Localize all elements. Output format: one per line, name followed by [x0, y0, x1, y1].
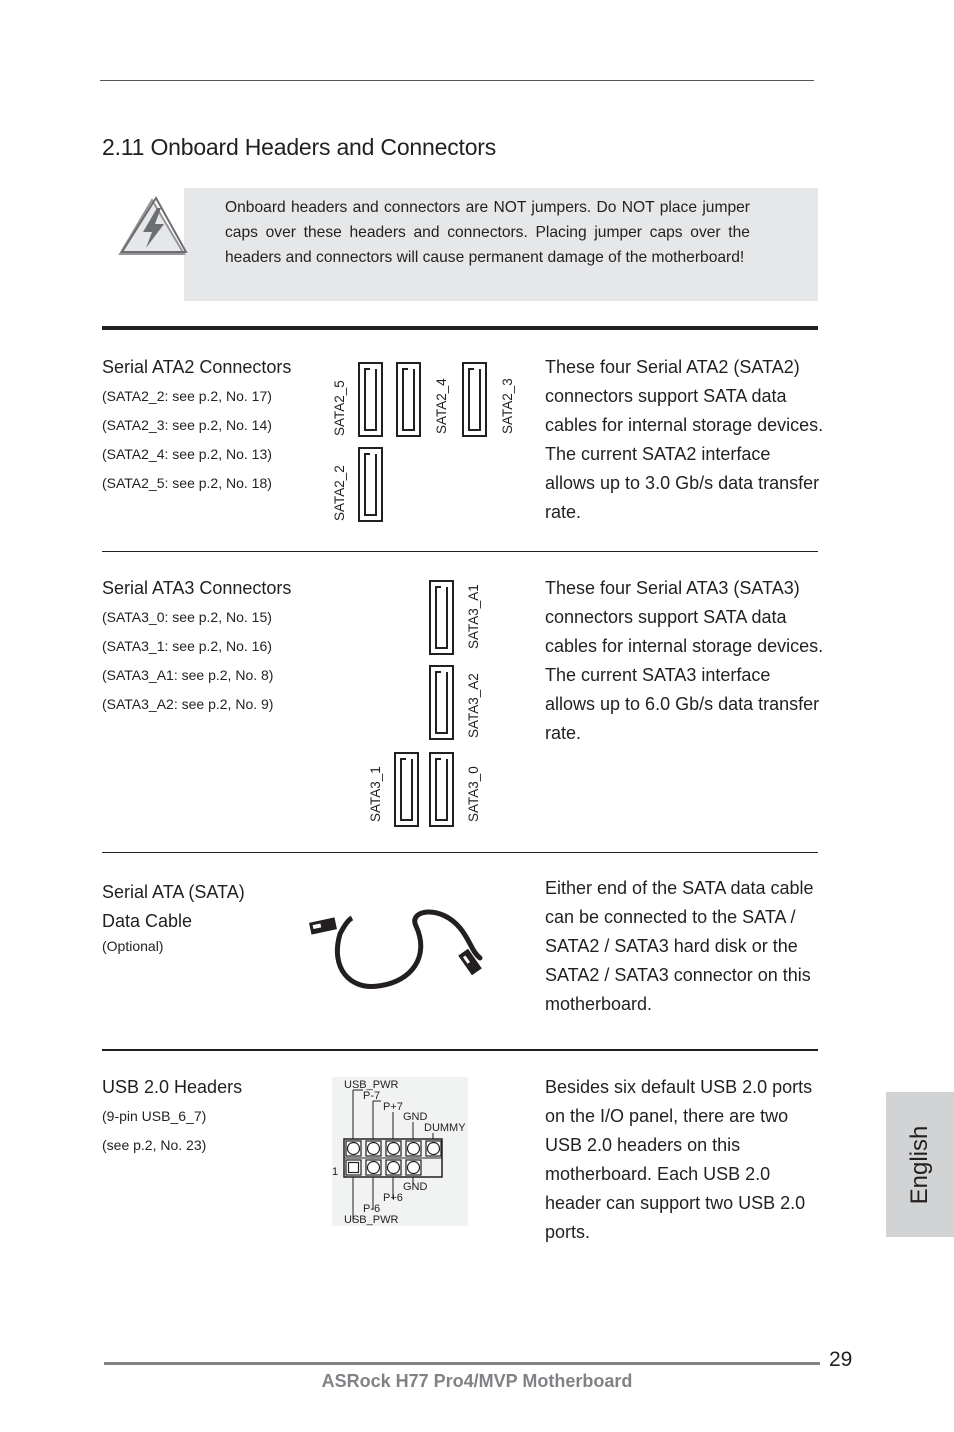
sata3-refs [102, 603, 273, 719]
usb-ref-2: (see p.2, No. 23) [102, 1137, 207, 1153]
warning-icon [116, 194, 188, 258]
sata3-title: Serial ATA3 Connectors [102, 578, 292, 598]
pin-label-p-minus-6: P-6 [363, 1203, 381, 1215]
sata3-ref-1: (SATA3_0: see p.2, No. 15) [102, 609, 272, 625]
cable-title-line1: Serial ATA (SATA) [102, 882, 245, 902]
sata2-diagram [328, 358, 528, 526]
section-divider [102, 1049, 818, 1051]
sata2-refs [102, 382, 272, 498]
language-tab-label: English [906, 1125, 933, 1204]
sata2-description: These four Serial ATA2 (SATA2) connectors support SATA data cables for internal storage devices. The current SATA2 interface allows up to 3.0 Gb/s data transfer rate. [545, 357, 824, 522]
sata3-0-connector [430, 753, 453, 826]
pin-label-usb-pwr-top: USB_PWR [344, 1079, 399, 1091]
sata2-ref-4: (SATA2_5: see p.2, No. 18) [102, 475, 272, 491]
pin-label-p-plus-7: P+7 [383, 1101, 403, 1113]
pin-label-1: 1 [332, 1166, 339, 1178]
footer-text: ASRock H77 Pro4/MVP Motherboard [321, 1371, 633, 1391]
page-number: 29 [829, 1348, 853, 1371]
label-sata3-a1: SATA3_A1 [466, 584, 481, 649]
sata3-ref-4: (SATA3_A2: see p.2, No. 9) [102, 696, 274, 712]
sata3-description: These four Serial ATA3 (SATA3) connectors support SATA data cables for internal storage devices. The current SATA3 interface allows up to 6.0 Gb/s data transfer rate. [545, 578, 824, 743]
label-sata2-2: SATA2_2 [332, 465, 347, 521]
pin-label-dummy: DUMMY [424, 1122, 466, 1134]
sata2-ref-1: (SATA2_2: see p.2, No. 17) [102, 388, 272, 404]
usb-description: Besides six default USB 2.0 ports on the I/O panel, there are two USB 2.0 headers on this motherboard. Each USB 2.0 header can support two USB 2.0 ports. [545, 1077, 813, 1242]
sata2-middle-connector [397, 363, 420, 436]
sata3-ref-3: (SATA3_A1: see p.2, No. 8) [102, 667, 274, 683]
label-sata2-4: SATA2_4 [434, 378, 449, 434]
label-sata2-5: SATA2_5 [332, 380, 347, 436]
sata2-ref-3: (SATA2_4: see p.2, No. 13) [102, 446, 272, 462]
language-tab [886, 1092, 954, 1237]
sata2-2-connector [359, 448, 382, 521]
sata3-a2-connector [430, 666, 453, 739]
footer-rule [104, 1362, 820, 1365]
label-sata3-0: SATA3_0 [466, 766, 481, 822]
top-rule [100, 80, 814, 81]
pin-label-gnd-bottom: GND [403, 1181, 428, 1193]
usb-ref-1: (9-pin USB_6_7) [102, 1108, 207, 1124]
pin-label-p-plus-6: P+6 [383, 1192, 403, 1204]
cable-title [102, 878, 245, 936]
sata-cable-image [300, 898, 500, 998]
cable-title-line2: Data Cable [102, 911, 193, 931]
sata3-1-connector [395, 753, 418, 826]
pin-label-p-minus-7: P-7 [363, 1090, 381, 1102]
section-divider [102, 551, 818, 552]
usb-refs [102, 1102, 206, 1160]
sata3-diagram [362, 576, 522, 832]
cable-optional: (Optional) [102, 938, 164, 954]
warning-text: Onboard headers and connectors are NOT jumpers. Do NOT place jumper caps over these headers and connectors. Placing jumper caps over the headers and connectors will cause permanent damage of the motherboard! [225, 199, 750, 266]
usb-title: USB 2.0 Headers [102, 1077, 243, 1097]
sata2-3-connector [463, 363, 486, 436]
pin-label-usb-pwr-bottom: USB_PWR [344, 1214, 399, 1226]
label-sata3-1: SATA3_1 [368, 766, 383, 822]
usb-header-diagram [332, 1077, 468, 1226]
pin-label-gnd-top: GND [403, 1111, 428, 1123]
label-sata2-3: SATA2_3 [500, 378, 515, 434]
sata3-a1-connector [430, 581, 453, 654]
sata2-ref-2: (SATA2_3: see p.2, No. 14) [102, 417, 272, 433]
label-sata3-a2: SATA3_A2 [466, 673, 481, 738]
section-divider [102, 852, 818, 853]
section-title: 2.11 Onboard Headers and Connectors [102, 134, 497, 160]
sata3-ref-2: (SATA3_1: see p.2, No. 16) [102, 638, 272, 654]
sata2-title: Serial ATA2 Connectors [102, 357, 292, 377]
cable-description: Either end of the SATA data cable can be connected to the SATA / SATA2 / SATA3 hard disk or the SATA2 / SATA3 connector on this motherboard. [545, 878, 814, 1014]
sata2-5-connector [359, 363, 382, 436]
section-divider-thick [102, 326, 818, 330]
